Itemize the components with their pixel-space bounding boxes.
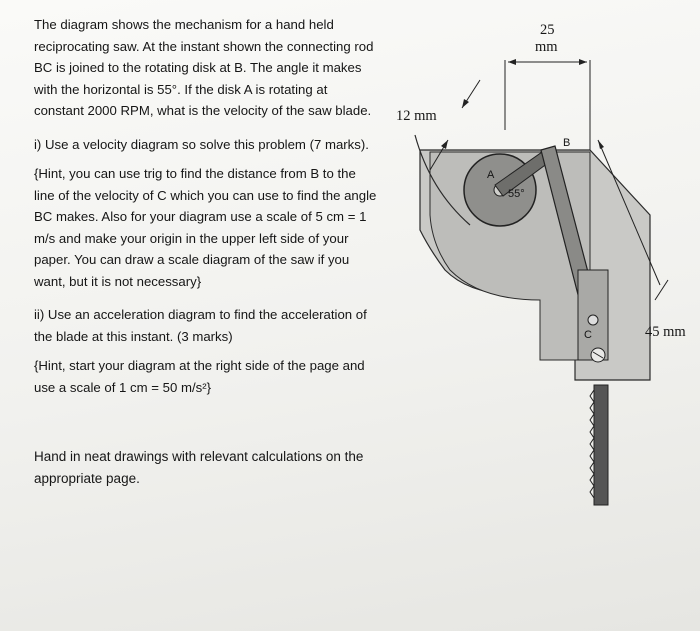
problem-intro: The diagram shows the mechanism for a hand held reciprocating saw. At the instant shown the connecting rod BC is joined to the rotating disk at B. The angle it makes with the horizontal is 55°. If the disk A is rotating at constant 2000 RPM, what is the velocity of the saw blade. <box>34 17 374 118</box>
dim-25-unit: mm <box>535 39 558 55</box>
question-i: i) Use a velocity diagram so solve this problem (7 marks). <box>34 136 369 152</box>
pin-c <box>588 315 598 325</box>
label-c: C <box>584 329 592 341</box>
problem-text <box>34 14 379 489</box>
hint-i: {Hint, you can use trig to find the distance from B to the line of the velocity of C which you can use to find the angle BC makes. Also for your diagram use a scale of 5 cm = 1 m/s and make your origin in the upper left side of your paper. You can draw a scale diagram of the saw if you want, but it is not necessary} <box>34 166 377 289</box>
submission-note: Hand in neat drawings with relevant calculations on the appropriate page. <box>34 449 364 486</box>
angle-55: 55° <box>508 188 525 200</box>
dim-25-value: 25 <box>540 22 555 38</box>
question-ii: ii) Use an acceleration diagram to find the acceleration of the blade at this instant. (3 marks) <box>34 307 367 344</box>
saw-mechanism-diagram <box>380 0 700 631</box>
blade-teeth <box>590 390 594 498</box>
saw-blade <box>594 385 608 505</box>
label-b: B <box>563 137 571 149</box>
dim-12mm: 12 mm <box>396 108 437 124</box>
label-a: A <box>487 169 495 181</box>
dim-45mm: 45 mm <box>645 324 686 340</box>
hint-ii: {Hint, start your diagram at the right side of the page and use a scale of 1 cm = 50 m/s²} <box>34 358 365 395</box>
